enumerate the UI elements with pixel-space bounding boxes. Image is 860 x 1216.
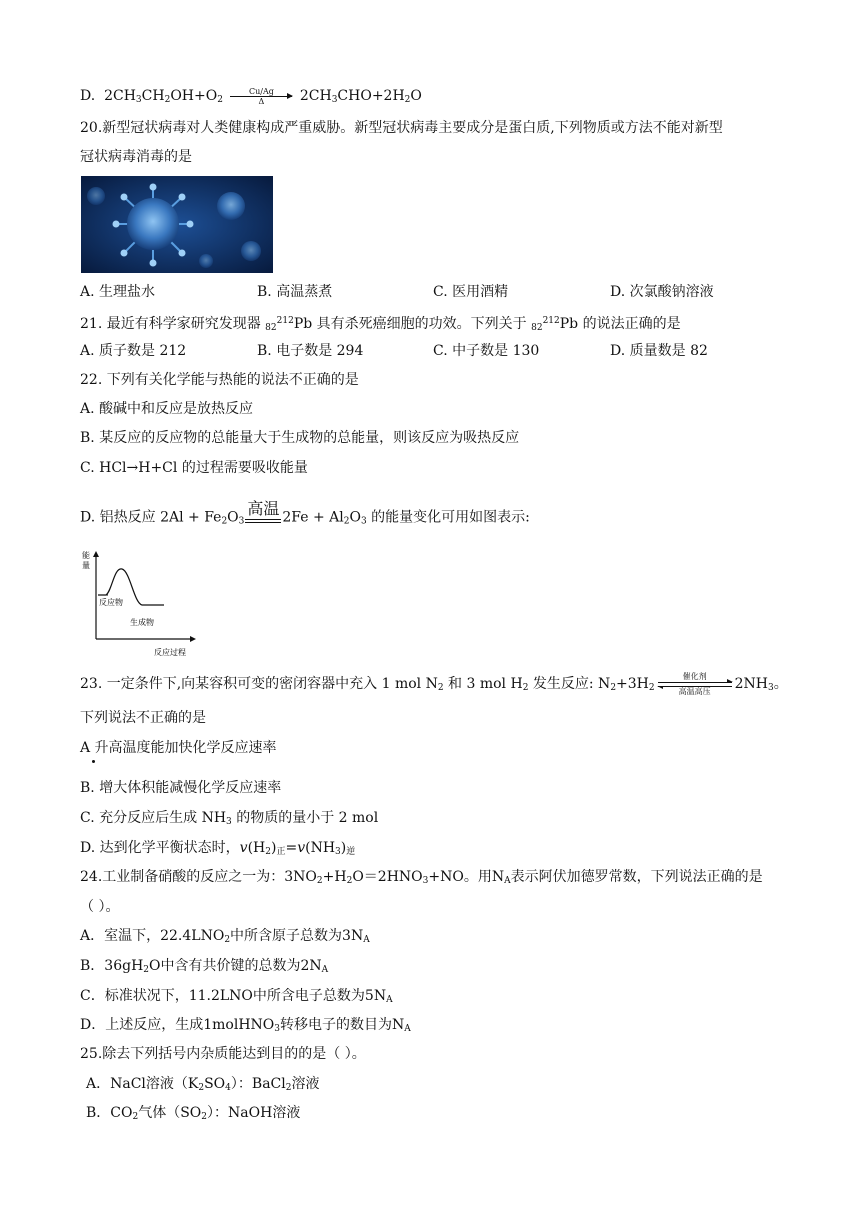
equilibrium-arrow: 催化剂 高温高压 bbox=[658, 672, 732, 696]
q22-option-c: C. HCl→H+Cl 的过程需要吸收能量 bbox=[80, 460, 308, 476]
q24-option-a: A．室温下，$22.4LNO_2$中所含原子总数为$3N_A$ bbox=[80, 928, 370, 945]
q23-option-d: D. 达到化学平衡状态时，$v(H_2)_正=v(NH_3)_逆$ bbox=[80, 840, 356, 857]
product-label: 生成物 bbox=[130, 618, 154, 627]
q24-option-d: D．上述反应，生成1molHNO$_3$转移电子的数目为$N_A$ bbox=[80, 1017, 411, 1034]
q22-stem: 22. 下列有关化学能与热能的说法不正确的是 bbox=[80, 372, 359, 388]
q21-option-d: D. 质量数是 82 bbox=[610, 343, 708, 359]
q21-option-b: B. 电子数是 294 bbox=[257, 343, 364, 359]
reaction-arrow: $\frac{Cu/Ag}{\Delta}$ bbox=[230, 87, 292, 106]
q25-option-b: B．$CO_2$气体$(SO_2)$：NaOH溶液 bbox=[86, 1105, 301, 1122]
q23-stem: 23. 一定条件下,向某容积可变的密闭容器中充入 1 mol $N_2$ 和 3 mol $H_2$ 发生反应: $N_2+3H_2$ 催化剂 高温高压 $2NH_3$。 bbox=[80, 672, 788, 696]
energy-axis-label-1: 能 bbox=[82, 551, 90, 560]
process-axis-label: 反应过程 bbox=[154, 648, 186, 657]
q20-stem-line1: 20.新型冠状病毒对人类健康构成严重威胁。新型冠状病毒主要成分是蛋白质,下列物质或方法不能对新型 bbox=[80, 120, 723, 136]
q22-option-a: A. 酸碱中和反应是放热反应 bbox=[80, 401, 254, 417]
q25-option-a: A．NaCl溶液$(K_2SO_4)$：BaCl$_2$溶液 bbox=[86, 1076, 320, 1093]
q20-option-d: D. 次氯酸钠溶液 bbox=[610, 284, 714, 300]
reactant-label: 反应物 bbox=[99, 598, 123, 607]
q23-option-c: C. 充分反应后生成 $NH_3$ 的物质的量小于 2 mol bbox=[80, 810, 379, 827]
energy-diagram bbox=[80, 547, 200, 657]
q20-option-c: C. 医用酒精 bbox=[433, 284, 509, 300]
energy-axis-label-2: 量 bbox=[82, 561, 90, 570]
q21-option-c: C. 中子数是 130 bbox=[433, 343, 540, 359]
q21-stem: 21. 最近有科学家研究发现器 $82^{212}Pb$ 具有杀死癌细胞的功效。下列关于 $82^{212}Pb$ 的说法正确的是 bbox=[80, 316, 681, 333]
q24-paren: （ ）。 bbox=[80, 899, 120, 915]
q23-line2: 下列说法不正确的是 bbox=[80, 710, 206, 726]
q24-option-c: C．标准状况下，11.2LNO中所含电子总数为$5N_A$ bbox=[80, 988, 393, 1005]
coronavirus-image bbox=[81, 176, 273, 273]
q22-option-d: D. 铝热反应 $2Al + Fe_2O_3$ 高温 $2Fe + Al_2O_3$ 的能量变化可用如图表示: bbox=[80, 499, 530, 527]
q21-option-a: A. 质子数是 212 bbox=[80, 343, 187, 359]
q22-option-b: B. 某反应的反应物的总能量大于生成物的总能量，则该反应为吸热反应 bbox=[80, 430, 520, 446]
q20-option-b: B. 高温蒸煮 bbox=[257, 284, 333, 300]
q24-option-b: B．$36gH_2O$中含有共价键的总数为$2N_A$ bbox=[80, 958, 329, 975]
q20-stem-line2: 冠状病毒消毒的是 bbox=[80, 149, 192, 165]
q19-option-d: D. $2CH_3CH_2OH+O_2$ $\frac{Cu/Ag}{\Delta}$ $2CH_3CHO+2H_2O$ bbox=[80, 86, 422, 106]
q24-stem: 24.工业制备硝酸的反应之一为：$3NO_2+H_2O=2HNO_3+NO$。用$N_A$表示阿伏加德罗常数，下列说法正确的是 bbox=[80, 869, 763, 886]
dot-mark bbox=[92, 760, 95, 763]
high-temp-equals: 高温 bbox=[245, 500, 281, 523]
q25-stem: 25.除去下列括号内杂质能达到目的的是（ ）。 bbox=[80, 1046, 366, 1062]
q23-option-b: B. 增大体积能减慢化学反应速率 bbox=[80, 780, 282, 796]
q20-option-a: A. 生理盐水 bbox=[80, 284, 156, 300]
q23-option-a: A 升高温度能加快化学反应速率 bbox=[80, 740, 277, 756]
